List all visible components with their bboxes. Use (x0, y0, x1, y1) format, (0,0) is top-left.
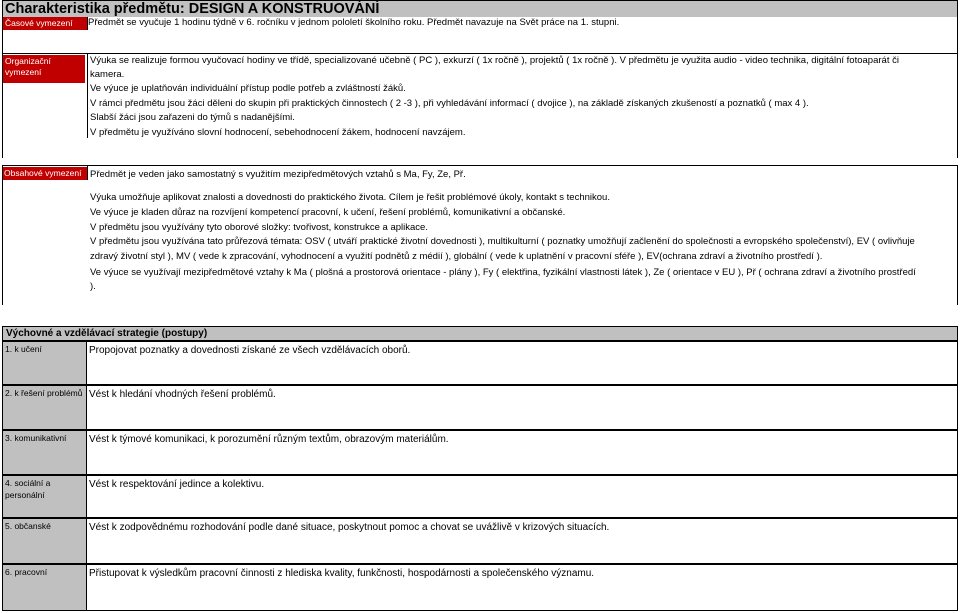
strategy-label-line1: 2. k řešení problémů (5, 388, 83, 398)
time-section (2, 17, 958, 54)
strategy-label (3, 519, 87, 563)
organization-paragraph: Slabší žáci jsou zařazeni do týmů s nadanějšími. (90, 112, 295, 123)
time-label: Časové vymezení (3, 17, 87, 30)
strategy-label-line2: personální (5, 490, 45, 500)
strategy-label-line1: 4. sociální a (5, 478, 51, 488)
divider (87, 54, 88, 138)
organization-label-line2: vymezení (5, 67, 42, 77)
strategy-row (2, 341, 958, 385)
content-paragraph: ). (90, 281, 96, 292)
strategy-text: Přistupovat k výsledkům pracovní činnosti z hlediska kvality, funkčnosti, hospodárnosti a společenského významu. (89, 568, 595, 579)
strategy-label (3, 342, 87, 384)
strategy-label-line1: 3. komunikativní (5, 433, 67, 443)
organization-label (3, 55, 85, 83)
strategy-text: Vést k týmové komunikaci, k porozumění různým textům, obrazovým materiálům. (89, 434, 449, 445)
divider (87, 166, 88, 180)
content-paragraph: V předmětu jsou využívána tato průřezová témata: OSV ( utváří praktické životní dovednosti ), multikulturní ( poznatky umožňují začlenění do společnosti a evropského společenství), EV ( ovlivňuje (90, 236, 915, 247)
organization-paragraph: kamera. (90, 69, 125, 80)
strategy-row (2, 518, 958, 564)
strategy-label (3, 431, 87, 474)
organization-paragraph: Ve výuce je uplatňován individuální přístup podle potřeb a zvláštností žáků. (90, 83, 406, 94)
organization-label-line1: Organizační (5, 56, 51, 66)
strategy-text: Vést k hledání vhodných řešení problémů. (89, 389, 276, 400)
strategy-row (2, 475, 958, 518)
content-label: Obsahové vymezení (3, 167, 87, 180)
organization-section (2, 54, 958, 158)
strategy-label-line1: 6. pracovní (5, 567, 48, 577)
strategy-row (2, 385, 958, 430)
organization-paragraph: V rámci předmětu jsou žáci děleni do skupin při praktických činnostech ( 2 -3 ), při vyhledávání informací ( dvojice ), na základě získaných zkušeností a poznatků ( max 4 ). (90, 98, 809, 109)
content-paragraph: Ve výuce je kladen důraz na rozvíjení kompetencí pracovní, k učení, řešení problémů, komunikativní a občanské. (90, 207, 566, 218)
strategies-header: Výchovné a vzdělávací strategie (postupy) (2, 326, 958, 341)
strategy-text: Vést k zodpovědnému rozhodování podle dané situace, poskytnout pomoc a chovat se uvážlivě v krizových situacích. (89, 522, 610, 533)
strategy-text: Vést k respektování jedince a kolektivu. (89, 479, 265, 490)
strategy-label-line1: 1. k učení (5, 344, 42, 354)
strategy-label (3, 565, 87, 610)
content-paragraph: V předmětu jsou využívány tyto oborové složky: tvořivost, konstrukce a aplikace. (90, 222, 428, 233)
content-paragraph: Ve výuce se využívají mezipředmětové vztahy k Ma ( plošná a prostorová orientace - plány ), Fy ( elektřina, fyzikální vlastnosti látek ), Ze ( orientace v EU ), Př ( ochrana zdraví a životního prostředí (90, 267, 916, 278)
content-first-line: Předmět je veden jako samostatný s využitím mezipředmětových vztahů s Ma, Fy, Ze, Př. (90, 169, 466, 180)
strategy-text: Propojovat poznatky a dovednosti získané ze všech vzdělávacích oborů. (89, 345, 411, 356)
strategy-row (2, 564, 958, 611)
organization-paragraph: V předmětu je využíváno slovní hodnocení, sebehodnocení žákem, hodnocení navzájem. (90, 127, 466, 138)
strategy-label (3, 476, 87, 517)
content-section (2, 165, 958, 305)
strategy-label-line1: 5. občanské (5, 521, 51, 531)
content-paragraph: zdravý životní styl ), MV ( vede k zpracování, vyhodnocení a využití podnětů z médií ), globální ( vede k uplatnění v pracovní sféře ), EV(ochrana zdraví a životního prostředí ). (90, 251, 823, 262)
time-text: Předmět se vyučuje 1 hodinu týdně v 6. ročníku v jednom pololetí školního roku. Předmět navazuje na Svět práce na 1. stupni. (88, 17, 620, 28)
document-title: Charakteristika předmětu: DESIGN A KONSTRUOVÁNÍ (2, 0, 958, 17)
strategy-row (2, 430, 958, 475)
strategy-label (3, 386, 87, 429)
organization-paragraph: Výuka se realizuje formou vyučovací hodiny ve třídě, specializované učebně ( PC ), exkurzí ( 1x ročně ), projektů ( 1x ročně ). V předmětu je využita audio - video technika, digitální fotoaparát či (90, 55, 899, 66)
content-paragraph: Výuka umožňuje aplikovat znalosti a dovednosti do praktického života. Cílem je řešit problémové úkoly, kontakt s technikou. (90, 192, 610, 203)
